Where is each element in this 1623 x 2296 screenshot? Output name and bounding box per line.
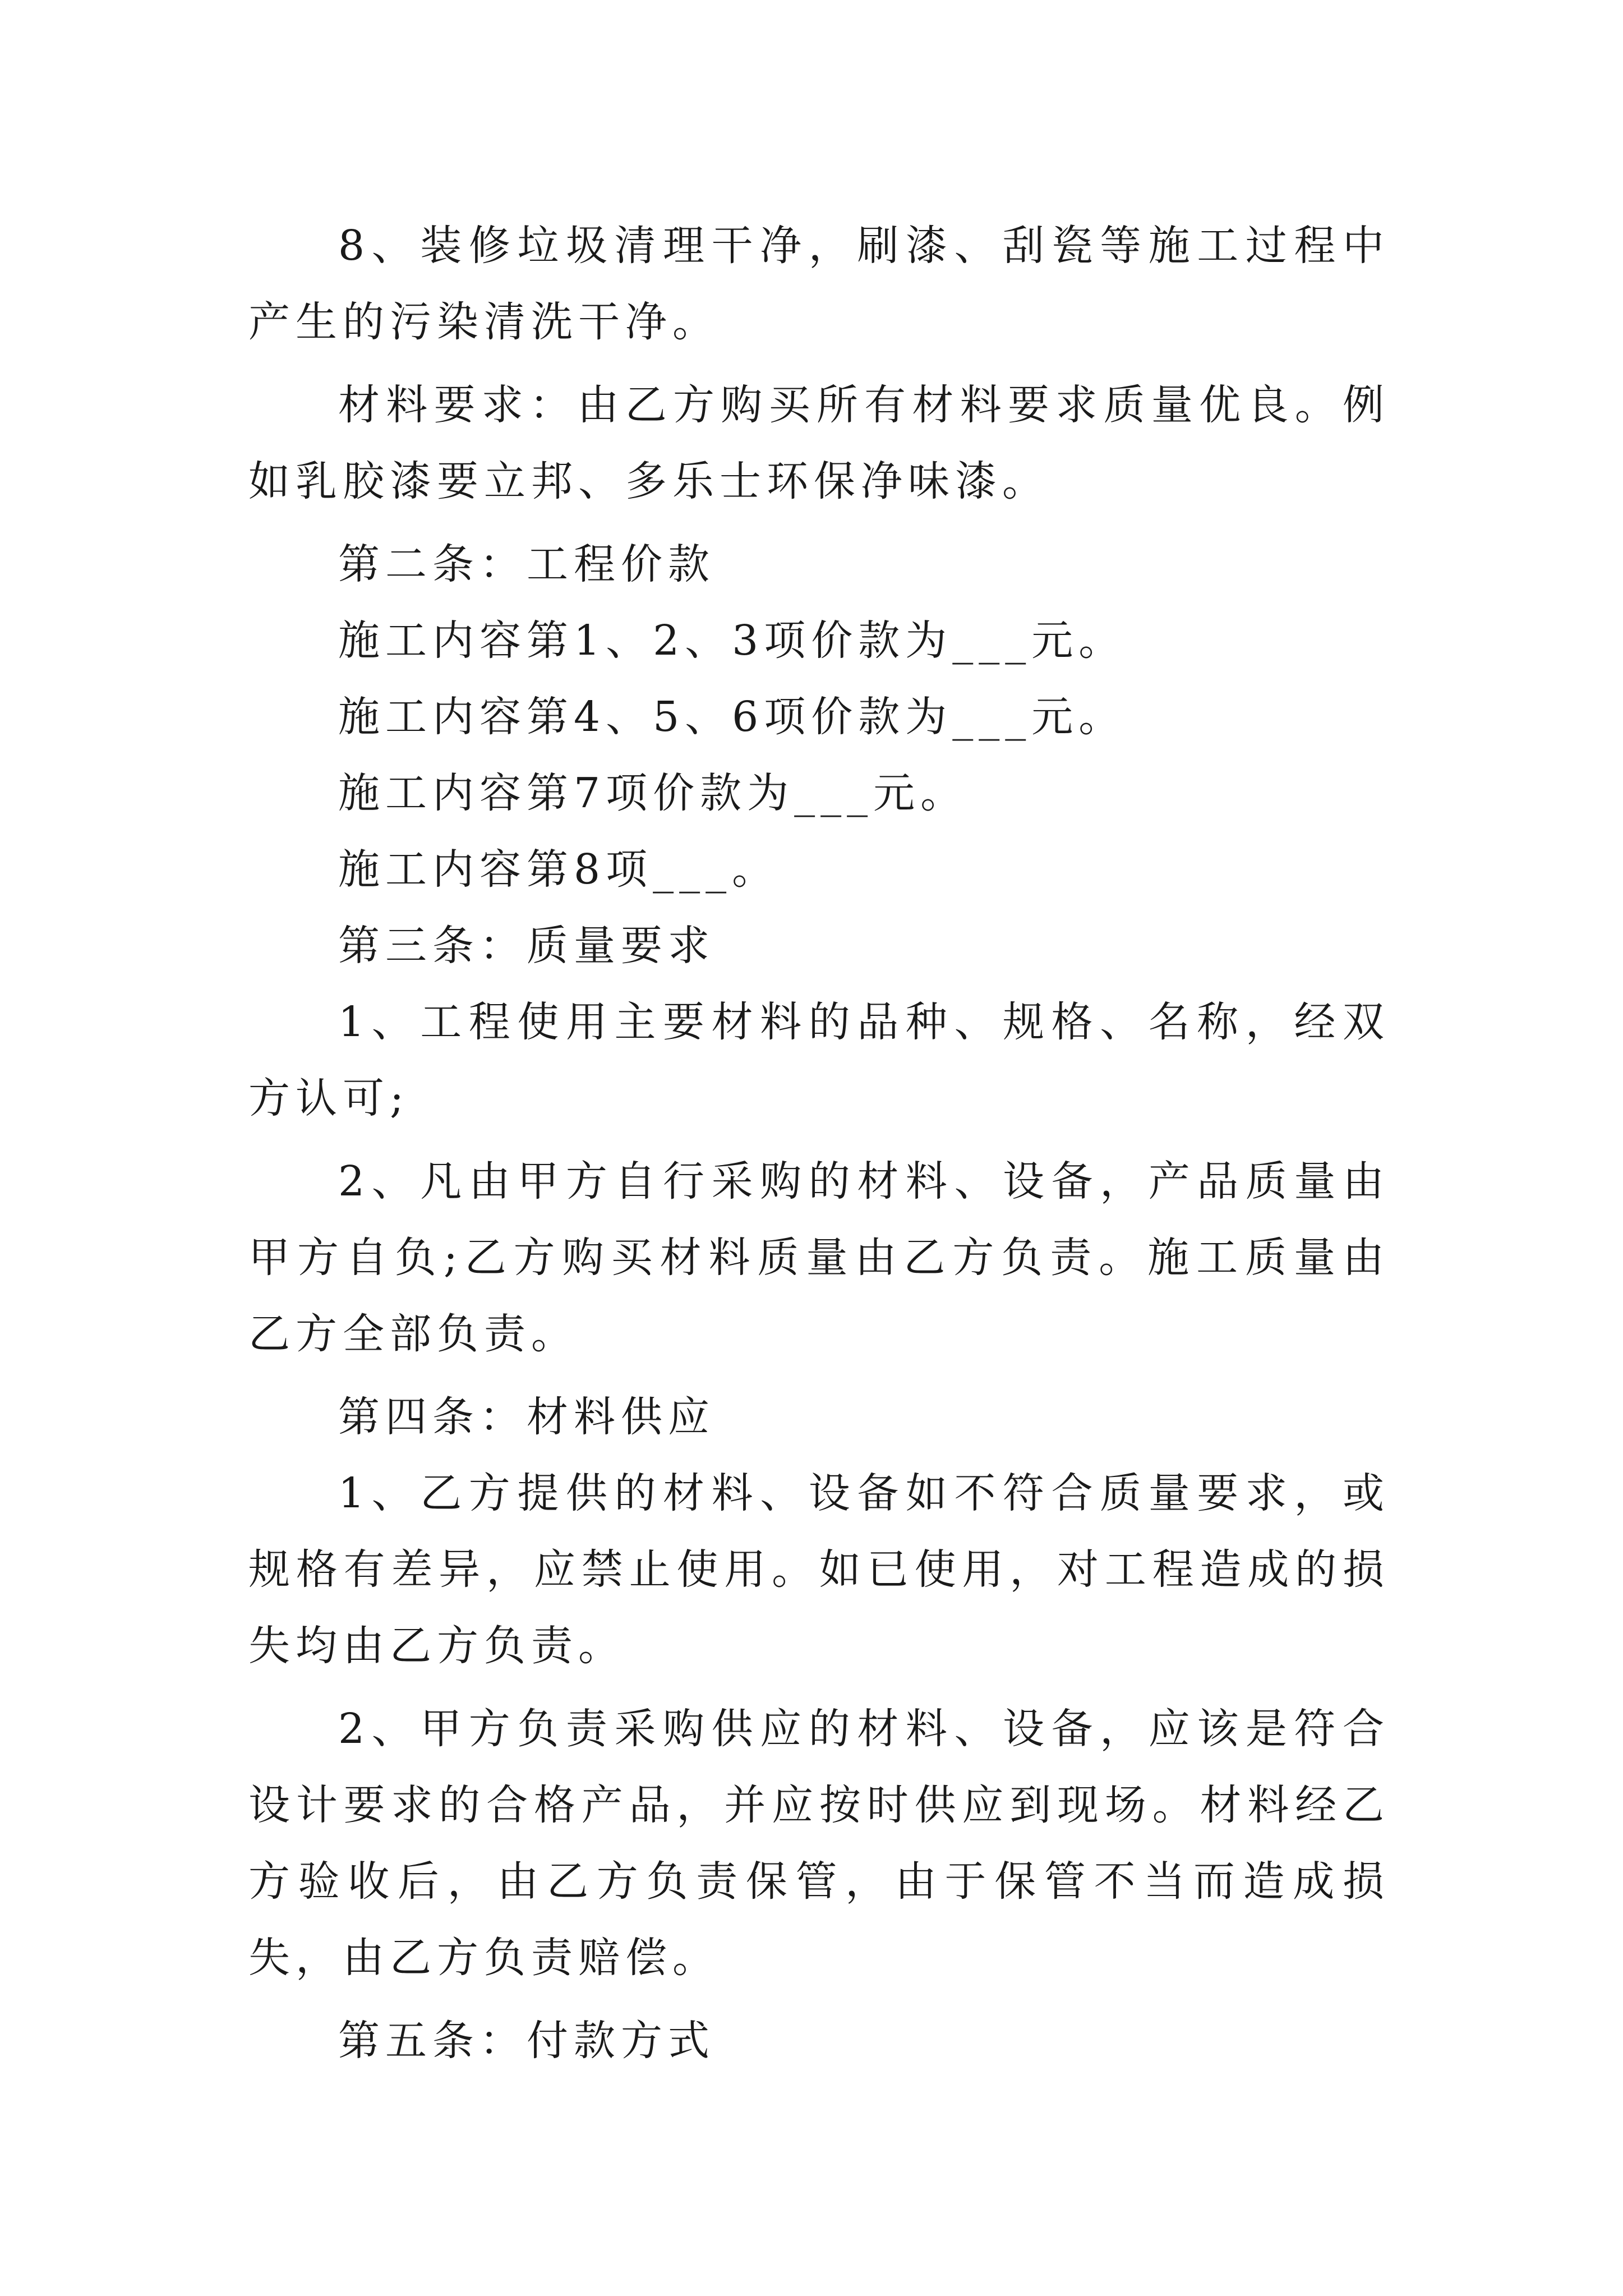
paragraph-price-items-1-3: 施工内容第1、2、3项价款为___元。 [338,616,1126,665]
paragraph-material-requirements: 材料要求：由乙方购买所有材料要求质量优良。例如乳胶漆要立邦、多乐士环保净味漆。 [248,381,1390,505]
section-heading-article-4: 第四条：材料供应 [338,1393,715,1441]
paragraph-supply-1: 1、乙方提供的材料、设备如不符合质量要求，或规格有差异，应禁止使用。如已使用，对工程造成的损失均由乙方负责。 [248,1469,1390,1670]
section-heading-article-3: 第三条：质量要求 [338,922,715,970]
paragraph-cleanup: 8、装修垃圾清理干净，刷漆、刮瓷等施工过程中产生的污染清洗干净。 [248,222,1390,346]
document-body [248,208,1390,2079]
section-heading-article-2: 第二条：工程价款 [338,540,715,588]
paragraph-price-item-7: 施工内容第7项价款为___元。 [338,769,968,817]
paragraph-price-item-8: 施工内容第8项___。 [338,845,780,894]
paragraph-quality-2: 2、凡由甲方自行采购的材料、设备，产品质量由甲方自负;乙方购买材料质量由乙方负责。施工质量由乙方全部负责。 [248,1157,1390,1358]
paragraph-quality-1: 1、工程使用主要材料的品种、规格、名称，经双方认可; [248,998,1390,1122]
paragraph-price-items-4-6: 施工内容第4、5、6项价款为___元。 [338,693,1126,741]
section-heading-article-5: 第五条：付款方式 [338,2017,715,2065]
paragraph-supply-2: 2、甲方负责采购供应的材料、设备，应该是符合设计要求的合格产品，并应按时供应到现场。材料经乙方验收后，由乙方负责保管，由于保管不当而造成损失，由乙方负责赔偿。 [248,1705,1390,1982]
